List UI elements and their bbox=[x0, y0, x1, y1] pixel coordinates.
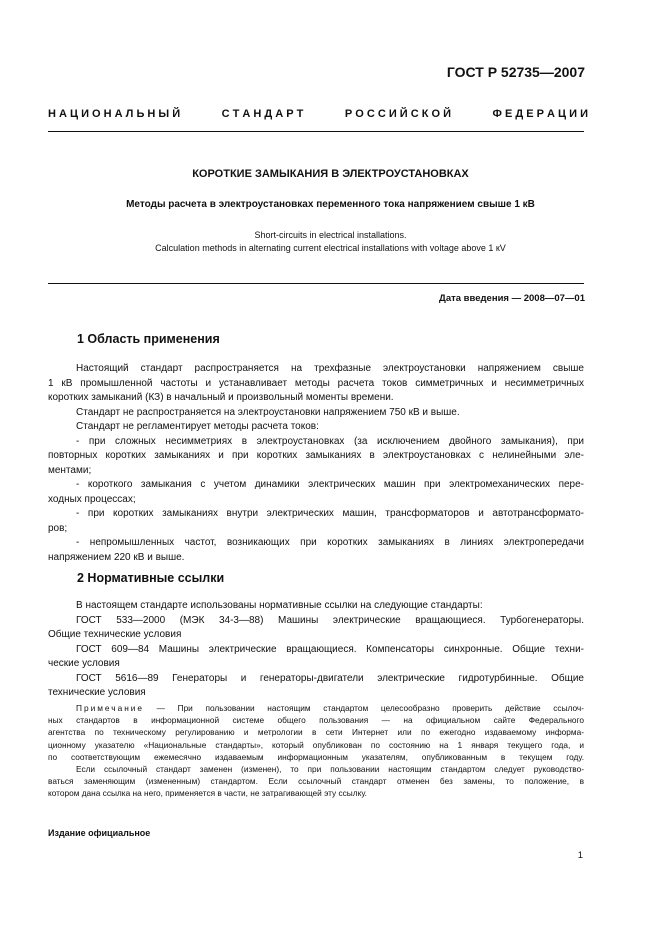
text-line: В настоящем стандарте использованы нормативные ссылки на следующие стандарты: bbox=[76, 600, 483, 611]
section-scope-body bbox=[48, 362, 584, 565]
banner-word: С Т А Н Д А Р Т bbox=[221, 108, 304, 120]
banner-word: Р О С С И Й С К О Й bbox=[344, 108, 452, 120]
document-subtitle: Методы расчета в электроустановках переменного тока напряжением свыше 1 кВ bbox=[126, 199, 535, 210]
note-line: по соответствующим ежемесячно издаваемым информационным указателям, опубликованным в текущем году. bbox=[48, 751, 584, 762]
text-line: ГОСТ 5616—89 Генераторы и генераторы-двигатели электрические гидротурбинные. Общие bbox=[76, 672, 584, 684]
text-line: 1 кВ промышленной частоты и устанавливает методы расчета токов симметричных и несимметричных bbox=[48, 377, 584, 389]
note-line: ционному указателю «Национальные стандарты», который опубликован по состоянию на 1 января текущего года, и bbox=[48, 739, 584, 750]
text-line: коротких замыканий (КЗ) в начальный и произвольный моменты времени. bbox=[48, 392, 394, 403]
text-line: - короткого замыкания с учетом динамики электрических машин при электромеханических пере- bbox=[76, 479, 584, 490]
banner-word: Ф Е Д Е Р А Ц И И bbox=[492, 108, 588, 120]
text-line: повторных коротких замыканиях и при коротких замыканиях в электроустановках с нелинейными эле- bbox=[48, 450, 584, 461]
section-heading-scope: 1 Область применения bbox=[77, 332, 220, 346]
text-line: ров; bbox=[48, 522, 68, 534]
text-line: Настоящий стандарт распространяется на трехфазные электроустановки напряжением свыше bbox=[76, 363, 584, 374]
text-line: Стандарт не распространяется на электроустановки напряжением 750 кВ и выше. bbox=[76, 406, 460, 418]
text-line: ческие условия bbox=[48, 658, 120, 669]
text-line: - при коротких замыканиях внутри электрических машин, трансформаторов и автотрансформато- bbox=[76, 508, 584, 519]
english-title-line: Calculation methods in alternating current electrical installations with voltage above 1 кV bbox=[155, 243, 506, 253]
text-line: ментами; bbox=[48, 464, 92, 476]
section-references-body bbox=[48, 599, 584, 701]
text-line: ходных процессах; bbox=[48, 493, 136, 505]
note-line: Если ссылочный стандарт заменен (изменен), то при пользовании настоящим стандартом следует руководство- bbox=[76, 764, 584, 775]
title-divider bbox=[48, 283, 584, 284]
note-line: агентства по техническому регулированию и метрологии в сети Интернет или по ежегодно издаваемому информа- bbox=[48, 727, 584, 738]
banner-word: Н А Ц И О Н А Л Ь Н Ы Й bbox=[48, 108, 181, 120]
document-title: КОРОТКИЕ ЗАМЫКАНИЯ В ЭЛЕКТРОУСТАНОВКАХ bbox=[192, 168, 469, 180]
text-line: напряжением 220 кВ и выше. bbox=[48, 551, 185, 563]
top-divider bbox=[48, 131, 584, 132]
introduction-date: Дата введения — 2008—07—01 bbox=[439, 293, 585, 304]
text-line: - при сложных несимметриях в электроустановках (за исключением двойного замыкания), при bbox=[76, 435, 584, 447]
note-text: — При пользовании настоящим стандартом целесообразно проверить действие ссылоч- bbox=[156, 703, 584, 713]
text-line: Общие технические условия bbox=[48, 629, 182, 640]
note-label: Примечание bbox=[76, 703, 145, 713]
section-heading-references: 2 Нормативные ссылки bbox=[77, 571, 225, 585]
note-block bbox=[48, 702, 584, 800]
note-line: ных стандартов в информационной системе общего пользования — на официальном сайте Федерального bbox=[48, 715, 584, 726]
text-line: технические условия bbox=[48, 687, 146, 698]
text-line: - непромышленных частот, возникающих при коротких замыканиях в линиях электропередачи bbox=[76, 537, 584, 548]
note-line: котором дана ссылка на него, применяется в части, не затрагивающей эту ссылку. bbox=[48, 788, 367, 799]
english-title-line: Short-circuits in electrical installations. bbox=[254, 230, 407, 240]
gost-number: ГОСТ Р 52735—2007 bbox=[446, 64, 585, 80]
official-edition-label: Издание официальное bbox=[48, 828, 151, 838]
text-line: ГОСТ 609—84 Машины электрические вращающиеся. Компенсаторы синхронные. Общие техни- bbox=[76, 643, 584, 655]
text-line: ГОСТ 533—2000 (МЭК 34-3—88) Машины электрические вращающиеся. Турбогенераторы. bbox=[76, 614, 584, 626]
page-number: 1 bbox=[577, 850, 583, 861]
note-line: ваться заменяющим (измененным) стандартом. Если ссылочный стандарт отменен без замены, то положение, в bbox=[48, 776, 584, 787]
national-standard-banner bbox=[48, 108, 588, 120]
text-line: Стандарт не регламентирует методы расчета токов: bbox=[76, 421, 319, 432]
note-line bbox=[48, 702, 584, 714]
